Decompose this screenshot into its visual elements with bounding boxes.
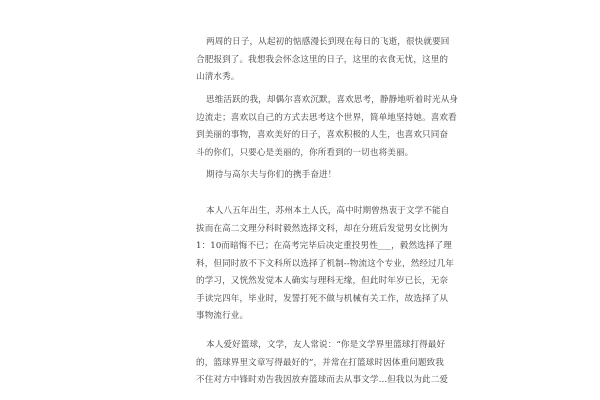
paragraph-hobbies [196, 337, 449, 390]
text-line: 思维活跃的我，却偶尔喜欢沉默，喜欢思考，静静地听着时光从身 [206, 95, 459, 105]
text-line: 合肥报到了。我想我会怀念这里的日子，这里的衣食无忧，这里的 [196, 54, 449, 65]
text-line: 边流走；喜欢以自己的方式去思考这个世界，简单地坚持她。喜欢看 [196, 112, 457, 123]
paragraph-personality [196, 92, 459, 162]
text-line: 到美丽的事物，喜欢美好的日子，喜欢积极的人生，也喜欢只同奋 [196, 130, 449, 140]
text-line: 期待与高尔夫与你们的携手奋进！ [206, 170, 337, 180]
text-line: 的，篮球界里文章写得最好的”，并常在打篮球时因体重问题致我 [196, 357, 444, 368]
text-line: 1：10而暗悔不已；在高考完毕后决定重投男性___，毅然选择了理 [196, 241, 452, 251]
text-line: 山清水秀。 [196, 72, 240, 82]
paragraph-expectation [196, 167, 408, 185]
text-line: 两周的日子，从起初的惦感漫长到现在每日的飞逝，很快就要回 [206, 37, 450, 47]
paragraph-farewell [196, 34, 450, 87]
text-line: 拔而在高二文理分科时毅然选择文科，却在分班后发觉男女比例为 [196, 223, 449, 234]
text-line: 科，但同时放不下文科所以选择了机制--物流这个专业，然经过几年 [196, 258, 455, 269]
text-line: 的学习，又恍然发觉本人确实与理科无缘，但此时年岁已长，无奈 [196, 276, 449, 286]
text-line: 本人八五年出生，苏州本土人氏，高中时期曾热衷于文学不能自 [206, 206, 450, 216]
text-line: 本人爱好篮球，文学，友人常说：“你是文学界里篮球打得最好 [206, 340, 446, 350]
text-line: 斗的你们，只要心是美丽的，你所看到的一切也将美丽。 [196, 147, 414, 158]
text-line: 不住对方中锋时劝告我因放弃篮球而去从事文学…但我以为此二爱 [196, 375, 449, 385]
paragraph-background [196, 203, 455, 326]
text-line: 手读完四年，毕业时，发誓打死不做与机械有关工作，故选择了从 [196, 293, 449, 304]
text-line: 事物流行业。 [196, 311, 249, 321]
